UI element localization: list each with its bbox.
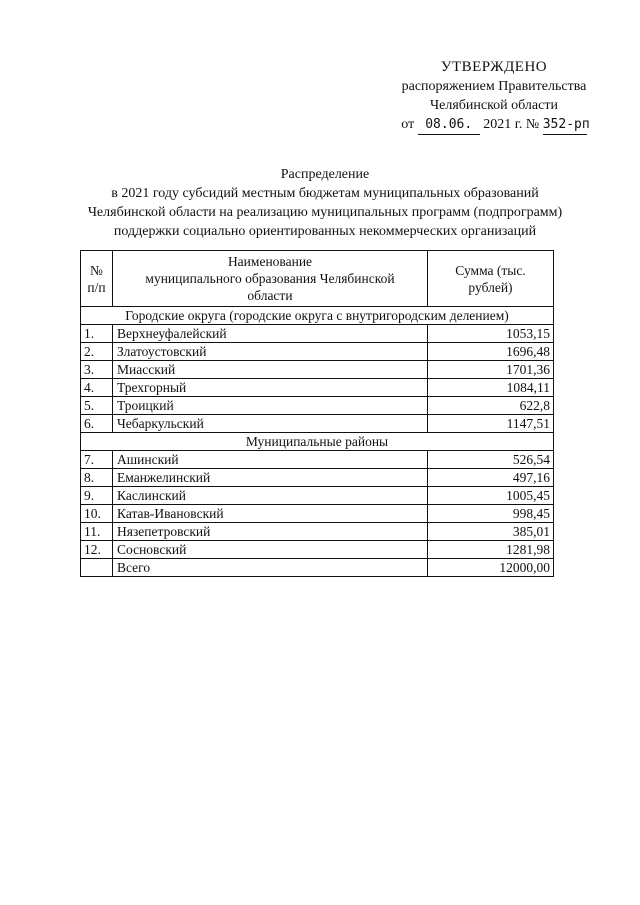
header-sum xyxy=(428,251,554,307)
row-sum: 1084,11 xyxy=(428,379,554,397)
header-name-line-1: Наименование xyxy=(227,254,313,269)
row-number: 3. xyxy=(81,361,113,379)
table-row xyxy=(81,379,554,397)
row-number: 12. xyxy=(81,541,113,559)
row-number: 6. xyxy=(81,415,113,433)
total-row xyxy=(81,559,554,577)
table-row xyxy=(81,325,554,343)
approval-date: 08.06. xyxy=(418,115,480,135)
title-line-4: поддержки социально ориентированных некоммерческих организаций xyxy=(113,224,537,239)
table-row xyxy=(81,487,554,505)
group-label: Муниципальные районы xyxy=(81,433,554,451)
total-number-empty xyxy=(81,559,113,577)
title-line-3: Челябинской области на реализацию муниципальных программ (подпрограмм) xyxy=(87,205,563,220)
document-title xyxy=(60,165,590,241)
header-num xyxy=(81,251,113,307)
header-sum-line-2: рублей) xyxy=(468,279,513,295)
approval-date-line xyxy=(384,115,604,135)
row-sum: 998,45 xyxy=(428,505,554,523)
table-row xyxy=(81,415,554,433)
approval-number: 352-рп xyxy=(543,115,587,135)
table-row xyxy=(81,469,554,487)
group-label: Городские округа (городские округа с внутригородским делением) xyxy=(81,307,554,325)
row-municipality: Троицкий xyxy=(113,397,428,415)
row-municipality: Еманжелинский xyxy=(113,469,428,487)
approval-heading: УТВЕРЖДЕНО xyxy=(440,59,548,75)
approval-line-1: распоряжением Правительства xyxy=(401,79,587,94)
total-label: Всего xyxy=(113,559,428,577)
group-row-municipal-districts xyxy=(81,433,554,451)
subsidy-table xyxy=(80,250,554,577)
row-municipality: Златоустовский xyxy=(113,343,428,361)
table-row xyxy=(81,523,554,541)
row-sum: 497,16 xyxy=(428,469,554,487)
approval-stamp-block xyxy=(384,58,604,135)
table-row xyxy=(81,361,554,379)
table-header-row xyxy=(81,251,554,307)
row-number: 4. xyxy=(81,379,113,397)
row-sum: 1005,45 xyxy=(428,487,554,505)
row-sum: 622,8 xyxy=(428,397,554,415)
approval-from-prefix: от xyxy=(401,117,415,132)
table-row xyxy=(81,397,554,415)
row-number: 7. xyxy=(81,451,113,469)
table-row xyxy=(81,451,554,469)
row-sum: 1696,48 xyxy=(428,343,554,361)
row-municipality: Сосновский xyxy=(113,541,428,559)
row-number: 10. xyxy=(81,505,113,523)
row-number: 1. xyxy=(81,325,113,343)
row-sum: 1053,15 xyxy=(428,325,554,343)
header-name xyxy=(113,251,428,307)
row-number: 8. xyxy=(81,469,113,487)
row-sum: 1701,36 xyxy=(428,361,554,379)
title-line-2: в 2021 году субсидий местным бюджетам муниципальных образований xyxy=(111,186,539,201)
row-sum: 1281,98 xyxy=(428,541,554,559)
row-sum: 526,54 xyxy=(428,451,554,469)
row-number: 11. xyxy=(81,523,113,541)
row-sum: 385,01 xyxy=(428,523,554,541)
approval-year-text: 2021 г. № xyxy=(483,117,540,132)
row-municipality: Миасский xyxy=(113,361,428,379)
title-line-1: Распределение xyxy=(280,167,370,182)
header-name-line-2: муниципального образования Челябинской xyxy=(145,271,395,286)
header-num-line-2: п/п xyxy=(87,279,106,295)
row-municipality: Трехгорный xyxy=(113,379,428,397)
header-name-line-3: области xyxy=(247,288,293,303)
table-row xyxy=(81,541,554,559)
row-municipality: Чебаркульский xyxy=(113,415,428,433)
group-row-city-districts xyxy=(81,307,554,325)
row-municipality: Ашинский xyxy=(113,451,428,469)
row-municipality: Верхнеуфалейский xyxy=(113,325,428,343)
row-municipality: Каслинский xyxy=(113,487,428,505)
row-municipality: Катав-Ивановский xyxy=(113,505,428,523)
row-sum: 1147,51 xyxy=(428,415,554,433)
header-num-line-1: № xyxy=(90,262,103,278)
header-sum-line-1: Сумма (тыс. xyxy=(455,262,526,278)
row-number: 2. xyxy=(81,343,113,361)
row-municipality: Нязепетровский xyxy=(113,523,428,541)
total-sum: 12000,00 xyxy=(428,559,554,577)
row-number: 9. xyxy=(81,487,113,505)
row-number: 5. xyxy=(81,397,113,415)
table-row xyxy=(81,505,554,523)
table-row xyxy=(81,343,554,361)
approval-line-2: Челябинской области xyxy=(430,98,558,113)
